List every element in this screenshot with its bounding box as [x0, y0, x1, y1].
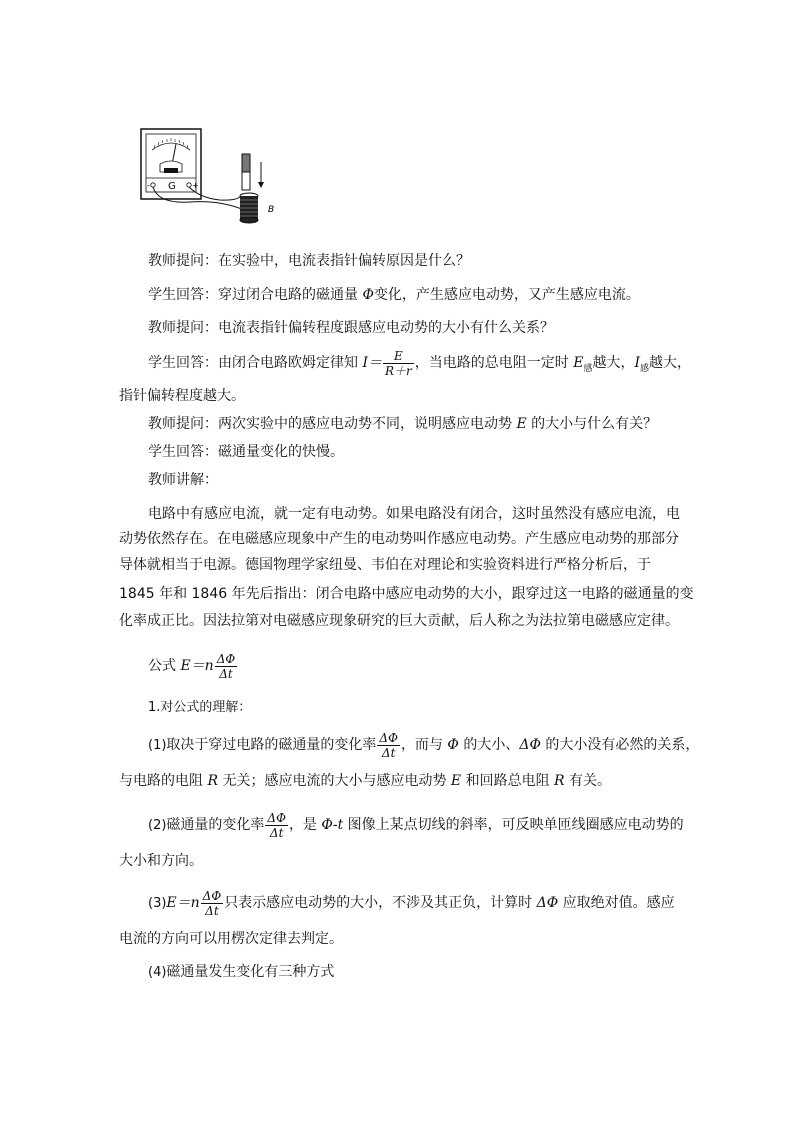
- symbol: ΔΦ: [536, 895, 559, 911]
- experiment-figure: [140, 128, 290, 232]
- formula-fraction: [215, 652, 238, 681]
- fraction-numerator: E: [383, 349, 414, 364]
- dialogue-text: 由闭合电路欧姆定律知: [218, 355, 363, 371]
- meter-label: G: [168, 181, 176, 192]
- formula-prefix: 公式: [148, 658, 181, 674]
- paragraph-line: 电路中有感应电流，就一定有电动势。如果电路没有闭合，这时虽然没有感应电流，电: [148, 506, 680, 522]
- point-text: 与电路的电阻: [119, 773, 208, 789]
- dialogue-text: 的大小与什么有关？: [526, 416, 658, 432]
- dialogue-line: [148, 346, 691, 386]
- symbol: R: [207, 773, 218, 789]
- dialogue-text: ，当电路的总电阻一定时: [414, 355, 574, 371]
- dialogue-line: [148, 470, 218, 490]
- symbol: E: [516, 416, 527, 432]
- subscript: 感: [640, 363, 650, 374]
- speaker: 学生回答：: [148, 287, 218, 303]
- point-text: 无关；感应电流的大小与感应电动势: [218, 773, 451, 789]
- symbol: Φ-t: [321, 817, 344, 833]
- fraction-denominator: Δt: [219, 666, 233, 681]
- symbol: R: [554, 773, 565, 789]
- symbol: E: [573, 355, 584, 371]
- paragraph-line: 1845 年和 1846 年先后指出：闭合电路中感应电动势的大小，跟穿过这一电路的磁通量的变: [119, 586, 694, 602]
- symbol: I: [634, 355, 640, 371]
- formula-lhs: E＝n: [166, 895, 200, 911]
- point-number: (3): [148, 896, 167, 911]
- fraction-denominator: R＋r: [384, 363, 412, 378]
- point-text: ，是: [288, 817, 322, 833]
- symbol: Φ: [447, 737, 459, 753]
- point-fraction: [265, 811, 288, 840]
- dialogue-text: 电流表指针偏转程度跟感应电动势的大小有什么关系？: [218, 320, 554, 336]
- speaker: 学生回答：: [148, 444, 218, 460]
- point-text: 应取绝对值。感应: [558, 895, 675, 911]
- meter-minus: -: [147, 181, 150, 190]
- point-text: 和回路总电阻: [461, 773, 555, 789]
- dialogue-line: [148, 251, 470, 271]
- dialogue-line: [148, 414, 657, 434]
- point-number: (2): [148, 818, 167, 833]
- symbol: Φ: [362, 287, 374, 303]
- subscript: 感: [583, 363, 593, 374]
- dialogue-text: 磁通量变化的快慢。: [218, 444, 344, 460]
- faraday-formula: [148, 650, 238, 682]
- point-2-line-2: 大小和方向。: [119, 853, 203, 869]
- point-fraction: [201, 889, 224, 918]
- speaker: 教师讲解：: [148, 472, 218, 488]
- dialogue-line: [148, 442, 344, 462]
- point-text: 的大小、: [458, 737, 520, 753]
- point-text: ，而与: [400, 737, 448, 753]
- dialogue-text: 越大，: [592, 355, 635, 371]
- fraction-denominator: Δt: [381, 745, 396, 760]
- formula-lhs: I＝: [362, 355, 382, 371]
- point-3: [148, 886, 675, 921]
- speaker: 学生回答：: [148, 355, 218, 371]
- fraction-numerator: ΔΦ: [267, 810, 286, 825]
- paragraph-line: 动势依然存在。在电磁感应现象中产生的电动势叫作感应电动势。产生感应电动势的那部分: [119, 531, 679, 547]
- formula-lhs: E＝n: [180, 658, 214, 674]
- fraction-denominator: Δt: [269, 825, 284, 840]
- paragraph-line: 化率成正比。因法拉第对电磁感应现象研究的巨大贡献，后人称之为法拉第电磁感应定律。: [119, 613, 679, 629]
- ohm-fraction: [383, 349, 414, 378]
- point-fraction: [377, 731, 400, 760]
- dialogue-line: [148, 285, 640, 305]
- speaker: 教师提问：: [148, 416, 218, 432]
- dialogue-text: 穿过闭合电路的磁通量: [218, 287, 363, 303]
- point-4: [148, 962, 334, 983]
- point-text: 取决于穿过电路的磁通量的变化率: [166, 737, 377, 753]
- fraction-numerator: ΔΦ: [379, 730, 398, 745]
- meter-plus: +: [192, 181, 199, 190]
- point-text: 的大小没有必然的关系，: [540, 737, 700, 753]
- fraction-numerator: ΔΦ: [216, 651, 236, 666]
- point-number: (1): [148, 738, 167, 753]
- symbol: ΔΦ: [519, 737, 541, 753]
- point-text: 磁通量的变化率: [166, 817, 265, 833]
- section-title: 1.对公式的理解：: [148, 700, 252, 715]
- coil-label: B: [268, 205, 275, 215]
- dialogue-text: 在实验中，电流表指针偏转原因是什么？: [218, 253, 470, 269]
- speaker: 教师提问：: [148, 320, 218, 336]
- dialogue-text: 越大，: [649, 355, 692, 371]
- paragraph-line: 导体就相当于电源。德国物理学家纽曼、韦伯在对理论和实验资料进行严格分析后，于: [119, 557, 651, 573]
- point-text: 图像上某点切线的斜率，可反映单匝线圈感应电动势的: [343, 817, 684, 833]
- fraction-denominator: Δt: [205, 903, 219, 918]
- dialogue-text: 变化，产生感应电动势，又产生感应电流。: [373, 287, 640, 303]
- symbol: E: [450, 773, 462, 789]
- point-text: 只表示感应电动势的大小，不涉及其正负，计算时: [224, 895, 537, 911]
- point-2: [148, 808, 684, 843]
- point-1-line-2: [119, 771, 611, 791]
- dialogue-line: [148, 318, 554, 338]
- fraction-numerator: ΔΦ: [202, 888, 222, 903]
- point-number: (4): [148, 965, 167, 980]
- point-3-line-2: 电流的方向可以用楞次定律去判定。: [119, 931, 343, 947]
- point-1: [148, 728, 699, 763]
- dialogue-continuation: 指针偏转程度越大。: [119, 388, 245, 404]
- speaker: 教师提问：: [148, 253, 218, 269]
- dialogue-text: 两次实验中的感应电动势不同，说明感应电动势: [218, 416, 517, 432]
- point-text: 有关。: [564, 773, 612, 789]
- point-text: 磁通量发生变化有三种方式: [166, 964, 335, 980]
